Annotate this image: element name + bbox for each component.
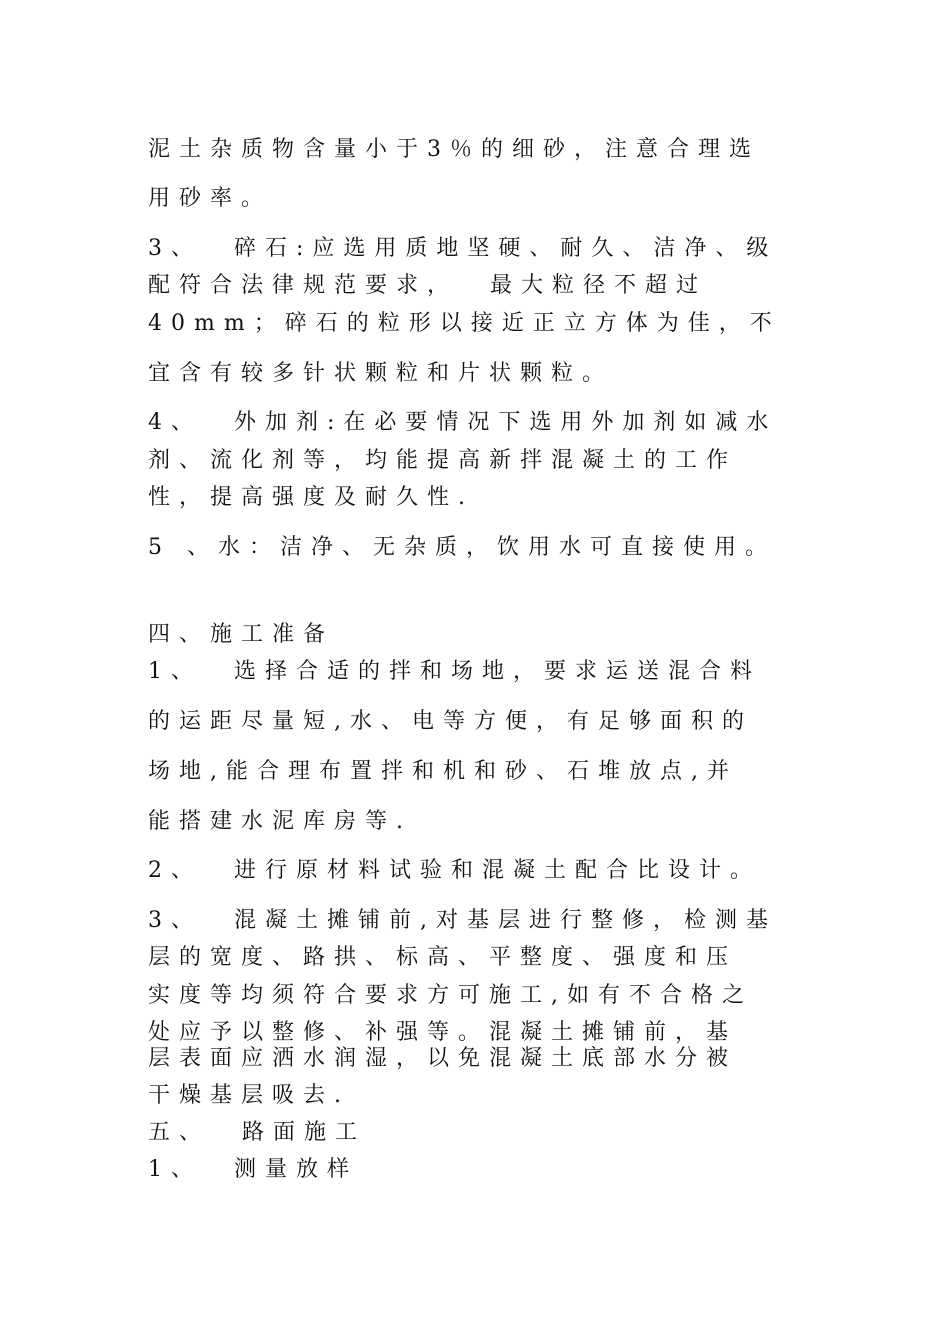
text-line: 1、 测量放样 — [148, 1157, 358, 1182]
text-line: 泥土杂质物含量小于3％的细砂，注意合理选 — [148, 137, 760, 162]
section-heading: 四、施工准备 — [148, 622, 335, 647]
section-heading: 五、 路面施工 — [148, 1120, 366, 1145]
text-line: 用砂率。 — [148, 186, 273, 211]
text-line: 2、 进行原材料试验和混凝土配合比设计。 — [148, 858, 761, 883]
text-line: 层表面应洒水润湿，以免混凝土底部水分被 — [148, 1046, 738, 1071]
text-line: 40mm；碎石的粒形以接近正立方体为佳，不 — [148, 311, 781, 336]
text-line: 的运距尽量短,水、电等方便，有足够面积的 — [148, 709, 753, 734]
text-line: 处应予以整修、补强等。混凝土摊铺前，基 — [148, 1020, 738, 1045]
text-line: 剂、流化剂等，均能提高新拌混凝土的工作 — [148, 448, 738, 473]
text-line: 3、 碎石:应选用质地坚硬、耐久、洁净、级 — [148, 236, 778, 261]
text-line: 5 、水：洁净、无杂质，饮用水可直接使用。 — [148, 535, 776, 560]
text-line: 实度等均须符合要求方可施工,如有不合格之 — [148, 983, 753, 1008]
text-line: 能搭建水泥库房等. — [148, 809, 412, 834]
text-line: 3、 混凝土摊铺前,对基层进行整修，检测基 — [148, 908, 777, 933]
text-line: 场地,能合理布置拌和机和砂、石堆放点,并 — [148, 759, 738, 784]
text-line: 1、 选择合适的拌和场地，要求运送混合料 — [148, 659, 761, 684]
text-line: 配符合法律规范要求， 最大粒径不超过 — [148, 273, 707, 298]
text-line: 4、 外加剂:在必要情况下选用外加剂如减水 — [148, 410, 778, 435]
text-line: 干燥基层吸去. — [148, 1083, 350, 1108]
text-line: 性，提高强度及耐久性. — [148, 485, 474, 510]
text-line: 层的宽度、路拱、标高、平整度、强度和压 — [148, 945, 738, 970]
text-line: 宜含有较多针状颗粒和片状颗粒。 — [148, 361, 614, 386]
